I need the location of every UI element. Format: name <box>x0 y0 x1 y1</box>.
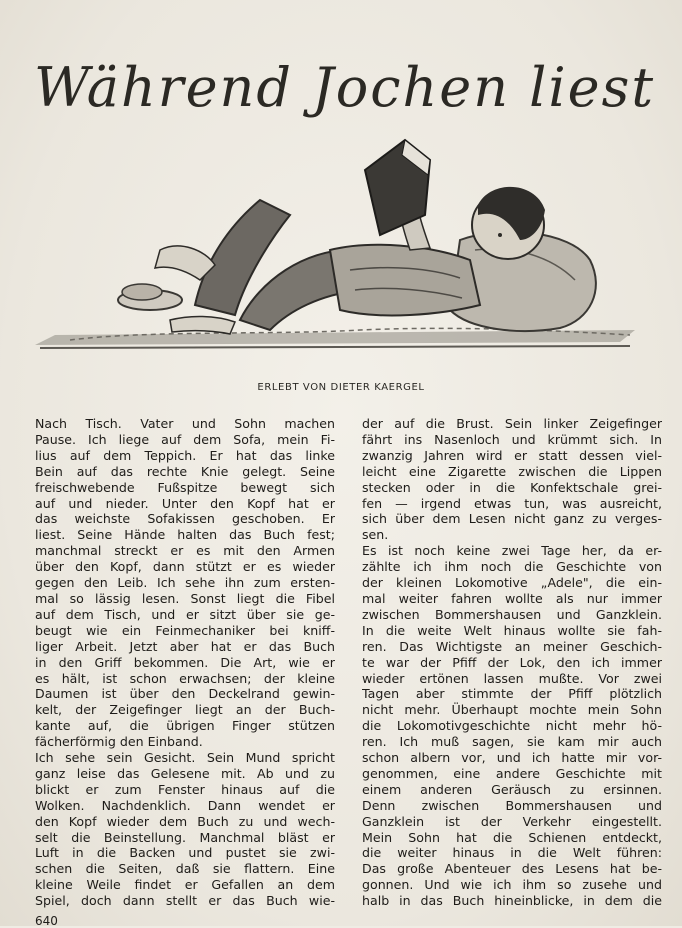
text-line: Ganzklein ist der Verkehr eingestellt. <box>362 813 662 829</box>
text-line: die Lokomotivgeschichte nicht mehr hö- <box>362 718 662 734</box>
text-line: ganz leise das Gelesene mit. Ab und zu <box>35 765 335 781</box>
text-line: der auf die Brust. Sein linker Zeigefinger <box>362 416 662 431</box>
text-line: mal so lässig lesen. Sonst liegt die Fibel <box>35 590 335 606</box>
text-line: das weichste Sofakissen geschoben. Er <box>35 511 335 527</box>
text-line: freischwebende Fußspitze bewegt sich <box>35 479 335 495</box>
text-line: halb in das Buch hineinblicke, in dem die <box>362 893 662 909</box>
text-line: der kleinen Lokomotive „Adele", die ein- <box>362 575 662 591</box>
text-line: genommen, eine andere Geschichte mit <box>362 765 662 781</box>
text-line: mal weiter fahren wollte als nur immer <box>362 590 662 606</box>
text-line: stecken oder in die Konfektschale grei- <box>362 479 662 495</box>
title-lettering <box>30 24 670 134</box>
text-line: auf dem Tisch, und er sitzt über sie ge- <box>35 606 335 622</box>
text-line: Es ist noch keine zwei Tage her, da er- <box>362 543 662 559</box>
text-line: wieder ertönen lassen mußte. Vor zwei <box>362 670 662 686</box>
text-line: fährt ins Nasenloch und krümmt sich. In <box>362 431 662 447</box>
text-line: zählte ich ihm noch die Geschichte von <box>362 559 662 575</box>
text-line: gonnen. Und wie ich ihm so zusehe und <box>362 877 662 893</box>
text-line: In die weite Welt hinaus wollte sie fah- <box>362 622 662 638</box>
text-line: Bein auf das rechte Knie gelegt. Seine <box>35 463 335 479</box>
text-line: Pause. Ich liege auf dem Sofa, mein Fi- <box>35 431 335 447</box>
text-line: zwischen Bommershausen und Ganzklein. <box>362 606 662 622</box>
text-line: Spiel, doch dann stellt er das Buch wie- <box>35 893 335 909</box>
text-line: liger Arbeit. Jetzt aber hat er das Buch <box>35 638 335 654</box>
text-line: kante auf, die übrigen Finger stützen <box>35 718 335 734</box>
article-title <box>30 24 670 134</box>
text-line: gegen den Leib. Ich sehe ihn zum ersten- <box>35 575 335 591</box>
text-line: selt die Beinstellung. Manchmal bläst er <box>35 829 335 845</box>
text-line: ren. Das Wichtigste an meiner Geschich- <box>362 638 662 654</box>
text-line: in den Griff bekommen. Die Art, wie er <box>35 654 335 670</box>
text-line: nicht mehr. Überhaupt mochte mein Sohn <box>362 702 662 718</box>
left-text-column <box>35 416 335 909</box>
text-line: es hält, ist schon erwachsen; der kleine <box>35 670 335 686</box>
text-line: Mein Sohn hat die Schienen entdeckt, <box>362 829 662 845</box>
text-line: Tagen aber stimmte der Pfiff plötzlich <box>362 686 662 702</box>
text-line: über den Kopf, dann stützt er es wieder <box>35 559 335 575</box>
text-line: Daumen ist über den Deckelrand gewin- <box>35 686 335 702</box>
page-number: 640 <box>35 914 58 928</box>
byline: ERLEBT VON DIETER KAERGEL <box>257 382 425 393</box>
text-line: blickt er zum Fenster hinaus auf die <box>35 781 335 797</box>
text-line: leicht eine Zigarette zwischen die Lippen <box>362 463 662 479</box>
text-line: manchmal streckt er es mit den Armen <box>35 543 335 559</box>
text-line: schon albern vor, und ich hatte mir vor- <box>362 750 662 766</box>
text-line: ren. Ich muß sagen, sie kam mir auch <box>362 734 662 750</box>
right-text-column <box>362 416 662 909</box>
text-line: auf und nieder. Unter den Kopf hat er <box>35 495 335 511</box>
text-line: die weiter hinaus in die Welt führen: <box>362 845 662 861</box>
text-line: zwanzig Jahren wird er statt dessen viel- <box>362 447 662 463</box>
title-text: Während Jochen liest <box>34 56 656 119</box>
text-line: fächerförmig den Einband. <box>35 734 203 750</box>
text-line: Luft in die Backen und pustet sie zwi- <box>35 845 335 861</box>
text-line: liest. Seine Hände halten das Buch fest; <box>35 527 335 543</box>
text-line: kelt, der Zeigefinger liegt an der Buch- <box>35 702 335 718</box>
text-line: beugt wie ein Feinmechaniker bei kniff- <box>35 622 335 638</box>
text-line: sen. <box>362 527 389 543</box>
text-line: Ich sehe sein Gesicht. Sein Mund spricht <box>35 750 335 766</box>
text-line: kleine Weile findet er Gefallen an dem <box>35 877 335 893</box>
text-line: Denn zwischen Bommershausen und <box>362 797 662 813</box>
text-line: Das große Abenteuer des Lesens hat be- <box>362 861 662 877</box>
text-line: sich über dem Lesen nicht ganz zu verges- <box>362 511 662 527</box>
text-line: Nach Tisch. Vater und Sohn machen <box>35 416 335 431</box>
boy-reading-on-floor-illustration <box>30 130 650 360</box>
text-line: fen — irgend etwas tun, was ausreicht, <box>362 495 662 511</box>
text-line: schen die Seiten, daß sie flattern. Eine <box>35 861 335 877</box>
text-line: te war der Pfiff der Lok, den ich immer <box>362 654 662 670</box>
text-line: lius auf dem Teppich. Er hat das linke <box>35 447 335 463</box>
text-line: den Kopf wieder dem Buch zu und wech- <box>35 813 335 829</box>
text-line: einem anderen Geräusch zu ersinnen. <box>362 781 662 797</box>
text-line: Wolken. Nachdenklich. Dann wendet er <box>35 797 335 813</box>
